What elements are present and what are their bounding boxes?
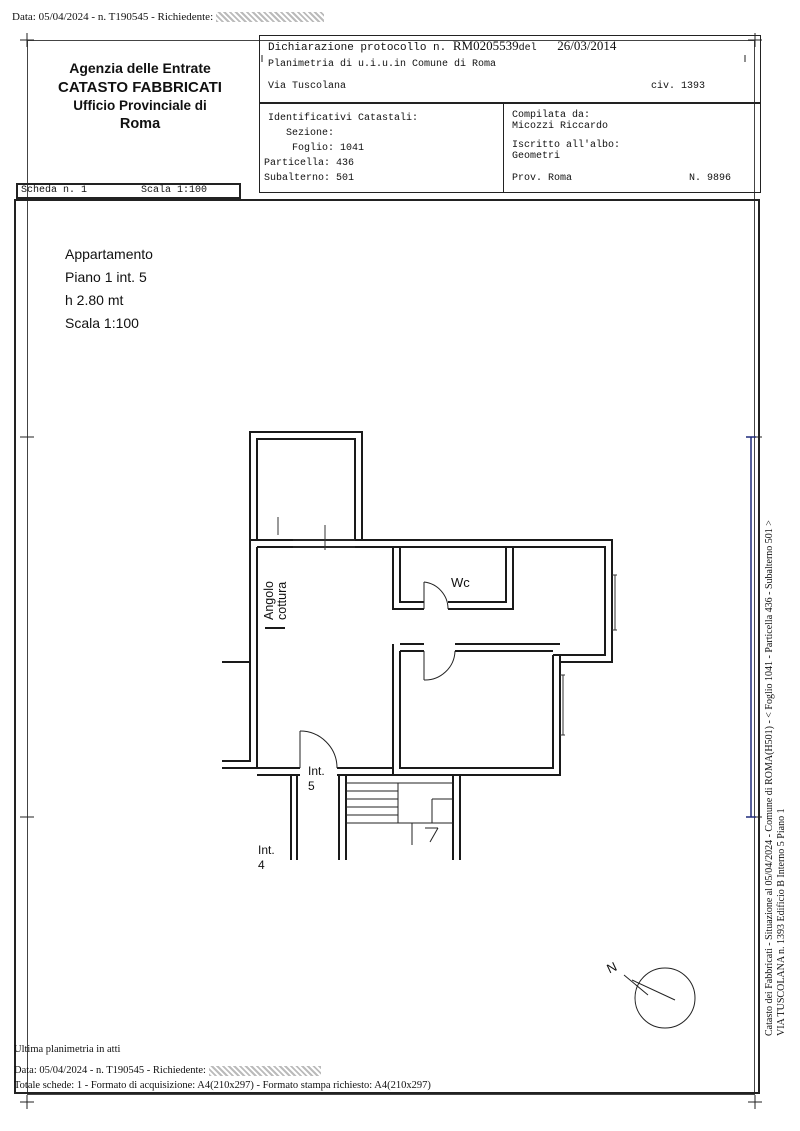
identifiers-title: Identificativi Catastali: — [268, 113, 419, 124]
province: Prov. Roma — [512, 173, 573, 184]
frame-ticks — [20, 33, 762, 1109]
total-sheets-line: Totale schede: 1 - Formato di acquisizione: A4(210x297) - Formato stampa richiesto: A4(210x297) — [14, 1080, 431, 1091]
side-caption-line2: VIA TUSCOLANA n. 1393 Edificio B Interno 5 Piano 1 — [776, 808, 787, 1036]
office-city: Roma — [119, 116, 161, 132]
int5-b: 5 — [308, 779, 315, 793]
north-compass — [624, 968, 695, 1028]
doors — [300, 582, 455, 768]
catasto-title: CATASTO FABBRICATI — [58, 79, 222, 96]
int-4-label — [258, 843, 275, 873]
last-plan-note: Ultima planimetria in atti — [14, 1044, 121, 1055]
int4-a: Int. — [258, 843, 275, 857]
sezione-field: Sezione: — [286, 128, 335, 139]
unit-scale: Scala 1:100 — [65, 315, 139, 331]
cottura-text: cottura — [275, 581, 289, 620]
walls — [222, 432, 612, 860]
windows — [275, 517, 617, 735]
street-name: Via Tuscolana — [268, 81, 347, 92]
footer-request-text: Data: 05/04/2024 - n. T190545 - Richiedente: — [14, 1065, 206, 1076]
margin-marker — [746, 437, 756, 817]
wc-label: Wc — [451, 575, 470, 590]
register-label: Iscritto all'albo: — [512, 140, 621, 151]
compiler-name: Micozzi Riccardo — [512, 121, 609, 132]
del-label: del — [518, 43, 537, 54]
register-number: N. 9896 — [689, 173, 732, 184]
civic-number: civ. 1393 — [651, 81, 706, 92]
scheda-scale: Scala 1:100 — [141, 185, 208, 196]
protocol-date: 26/03/2014 — [557, 38, 617, 53]
unit-type: Appartamento — [65, 246, 153, 262]
unit-height: h 2.80 mt — [65, 292, 124, 308]
compiled-by-label: Compilata da: — [512, 110, 591, 121]
protocol-number: RM0205539 — [452, 38, 519, 53]
int5-a: Int. — [308, 764, 325, 778]
declaration-label: Dichiarazione protocollo n. — [268, 42, 447, 54]
stairs — [346, 783, 453, 845]
unit-floor: Piano 1 int. 5 — [65, 269, 147, 285]
int-5-label — [308, 764, 325, 794]
footer-redacted-name — [209, 1066, 321, 1076]
foglio-field: Foglio: 1041 — [292, 143, 365, 154]
top-request-text: Data: 05/04/2024 - n. T190545 - Richiedente: — [12, 11, 214, 23]
particella-field: Particella: 436 — [264, 158, 355, 169]
agency-name: Agenzia delle Entrate — [69, 60, 211, 76]
footer-request-line — [14, 1065, 321, 1076]
angolo-text: Angolo — [262, 581, 276, 620]
cooking-corner-label — [263, 581, 289, 620]
register-value: Geometri — [512, 151, 561, 162]
office-label: Ufficio Provinciale di — [73, 98, 207, 113]
int4-b: 4 — [258, 858, 265, 872]
planimetria-line: Planimetria di u.i.u.in Comune di Roma — [268, 59, 497, 70]
side-caption — [764, 520, 788, 1036]
subalterno-field: Subalterno: 501 — [264, 173, 355, 184]
north-label: N — [604, 958, 620, 977]
scheda-number: Scheda n. 1 — [21, 185, 88, 196]
side-caption-line1: Catasto dei Fabbricati - Situazione al 05/04/2024 - Comune di ROMA(H501) - < Foglio 1041 - Particella 436 - Subalterno 501 > — [764, 520, 775, 1036]
